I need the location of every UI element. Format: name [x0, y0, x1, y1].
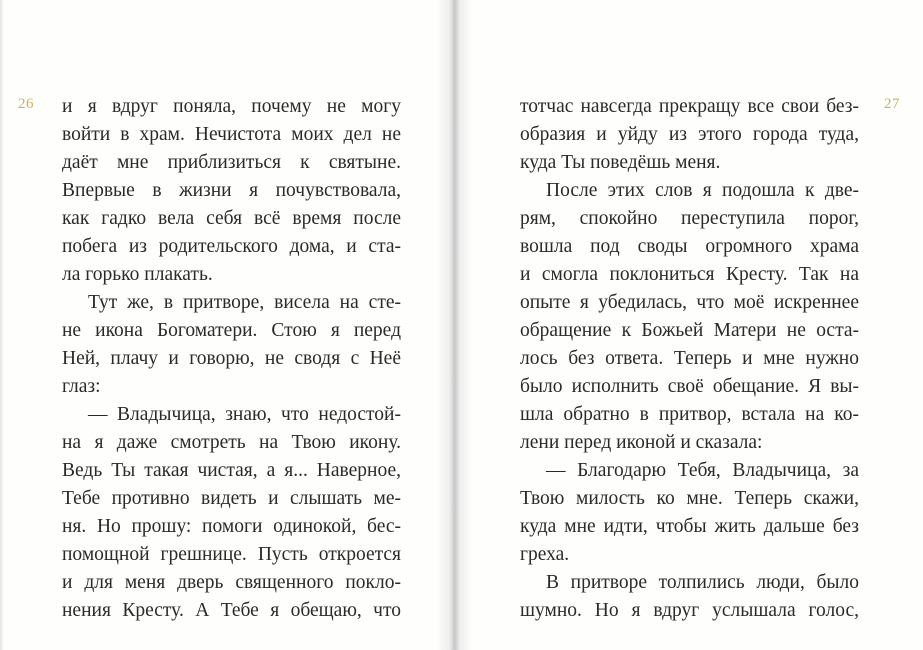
left-page: [0, 0, 453, 650]
text-line: было исполнить своё обещание. Я вы-: [520, 376, 859, 397]
text-line: даёт мне приблизиться к святыне.: [62, 152, 401, 173]
text-line: ня. Но прошу: помоги одинокой, бес-: [62, 516, 401, 537]
text-line: Тебе противно видеть и слышать ме-: [62, 488, 401, 509]
text-line: Впервые в жизни я почувствовала,: [62, 180, 401, 201]
text-line: В притворе толпились люди, было: [546, 572, 859, 593]
text-line: — Владычица, знаю, что недостой-: [88, 404, 401, 425]
text-line: Твою милость ко мне. Теперь скажи,: [520, 488, 859, 509]
text-line: и для меня дверь священного покло-: [62, 572, 401, 593]
text-line: шумно. Но я вдруг услышала голос,: [520, 600, 859, 621]
text-line: как гадко вела себя всё время после: [62, 208, 401, 229]
text-line: — Благодарю Тебя, Владычица, за: [546, 460, 859, 481]
book-gutter-fold: [436, 0, 472, 650]
page-edge-shadow: [0, 0, 4, 650]
text-line: куда мне идти, чтобы жить дальше без: [520, 516, 859, 537]
page-number-left: 26: [18, 96, 34, 112]
text-line: войти в храм. Нечистота моих дел не: [62, 124, 401, 145]
text-line: побега из родительского дома, и ста-: [62, 236, 401, 257]
text-line: и я вдруг поняла, почему не могу: [62, 96, 401, 117]
page-number-right: 27: [884, 96, 900, 112]
text-line: Ней, плачу и говорю, не сводя с Неё: [62, 348, 401, 369]
text-line: опыте я убедилась, что моё искреннее: [520, 292, 859, 313]
text-line: помощной грешнице. Пусть откроется: [62, 544, 401, 565]
text-line: куда Ты поведёшь меня.: [520, 152, 721, 173]
text-line: После этих слов я подошла к две-: [546, 180, 859, 201]
text-line: нения Кресту. А Тебе я обещаю, что: [62, 600, 401, 621]
text-line: Тут же, в притворе, висела на сте-: [88, 292, 401, 313]
text-line: на я даже смотреть на Твою икону.: [62, 432, 401, 453]
text-line: обращение к Божьей Матери не оста-: [520, 320, 859, 341]
text-line: не икона Богоматери. Стою я перед: [62, 320, 401, 341]
text-line: рям, спокойно переступила порог,: [520, 208, 859, 229]
text-line: ла горько плакать.: [62, 264, 213, 285]
text-line: лени перед иконой и сказала:: [520, 432, 763, 453]
text-line: вошла под своды огромного храма: [520, 236, 859, 257]
text-line: греха.: [520, 544, 570, 565]
text-line: и смогла поклониться Кресту. Так на: [520, 264, 859, 285]
text-line: тотчас навсегда прекращу все свои без-: [520, 96, 859, 117]
text-line: лось без ответа. Теперь и мне нужно: [520, 348, 859, 369]
text-line: глаз:: [62, 376, 101, 397]
text-line: Ведь Ты такая чистая, а я... Наверное,: [62, 460, 401, 481]
text-line: образия и уйду из этого города туда,: [520, 124, 859, 145]
text-line: шла обратно в притвор, встала на ко-: [520, 404, 859, 425]
